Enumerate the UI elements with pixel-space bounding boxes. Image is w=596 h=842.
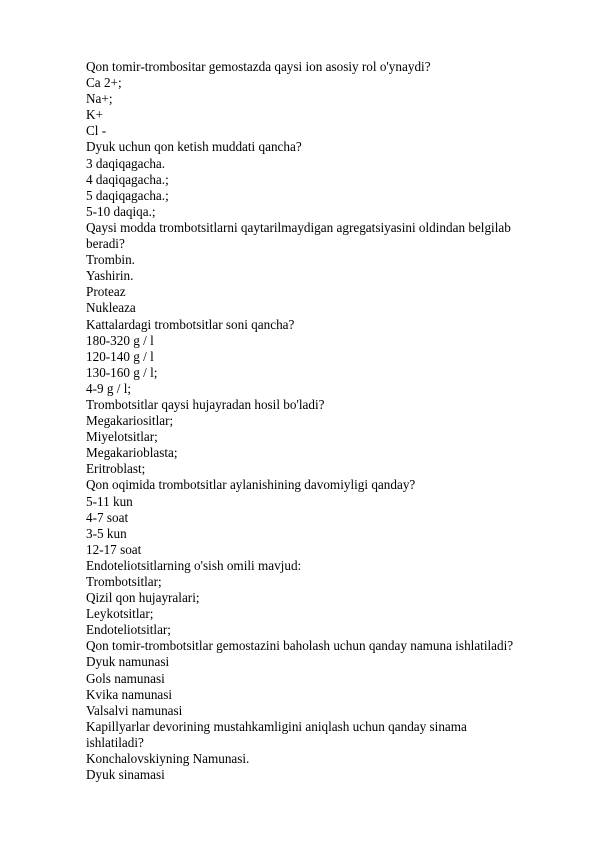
answer-option: Nukleaza <box>86 300 136 316</box>
question-9-continuation: ishlatiladi? <box>86 734 144 750</box>
question-3: Qaysi modda trombotsitlarni qaytarilmaydigan agregatsiyasini oldindan belgilab <box>86 219 511 235</box>
answer-option: 5-10 daqiqa.; <box>86 203 156 219</box>
answer-option: 5-11 kun <box>86 493 133 509</box>
question-4: Kattalardagi trombotsitlar soni qancha? <box>86 316 295 332</box>
answer-option: 4-7 soat <box>86 509 129 525</box>
answer-option: Na+; <box>86 91 113 107</box>
answer-option: Valsalvi namunasi <box>86 702 183 718</box>
question-7: Endoteliotsitlarning o'sish omili mavjud: <box>86 557 302 573</box>
question-6: Qon oqimida trombotsitlar aylanishining davomiyligi qanday? <box>86 477 416 493</box>
answer-option: Cl - <box>86 123 107 139</box>
question-5: Trombotsitlar qaysi hujayradan hosil bo'ladi? <box>86 396 325 412</box>
answer-option: Qizil qon hujayralari; <box>86 590 200 606</box>
answer-option: 4 daqiqagacha.; <box>86 171 169 187</box>
answer-option: 5 daqiqagacha.; <box>86 187 169 203</box>
question-1: Qon tomir-trombositar gemostazda qaysi ion asosiy rol o'ynaydi? <box>86 59 431 74</box>
document-page <box>86 59 556 783</box>
answer-option: Leykotsitlar; <box>86 606 154 622</box>
answer-option: 120-140 g / l <box>86 348 154 364</box>
answer-option: Miyelotsitlar; <box>86 429 158 445</box>
answer-option: 4-9 g / l; <box>86 380 132 396</box>
answer-option: Megakarioblasta; <box>86 445 178 461</box>
answer-option: Ca 2+; <box>86 75 122 91</box>
answer-option: Gols namunasi <box>86 670 165 686</box>
answer-option: 3 daqiqagacha. <box>86 155 166 171</box>
answer-option: Kvika namunasi <box>86 686 173 702</box>
answer-option: Proteaz <box>86 284 126 300</box>
question-3-continuation: beradi? <box>86 236 125 252</box>
answer-option: Endoteliotsitlar; <box>86 622 171 638</box>
answer-option: Yashirin. <box>86 268 134 284</box>
answer-option: K+ <box>86 107 103 123</box>
answer-option: 130-160 g / l; <box>86 364 158 380</box>
answer-option: Trombin. <box>86 252 135 268</box>
question-2: Dyuk uchun qon ketish muddati qancha? <box>86 139 302 155</box>
answer-option: 3-5 kun <box>86 525 127 541</box>
answer-option: Dyuk namunasi <box>86 654 170 670</box>
answer-option: 180-320 g / l <box>86 332 154 348</box>
question-8: Qon tomir-trombotsitlar gemostazini baholash uchun qanday namuna ishlatiladi? <box>86 638 514 654</box>
answer-option: Dyuk sinamasi <box>86 767 165 783</box>
question-9: Kapillyarlar devorining mustahkamligini aniqlash uchun qanday sinama <box>86 718 467 734</box>
answer-option: Trombotsitlar; <box>86 574 162 589</box>
answer-option: Megakariositlar; <box>86 413 174 429</box>
answer-option: Konchalovskiyning Namunasi. <box>86 751 250 767</box>
answer-option: 12-17 soat <box>86 541 142 557</box>
answer-option: Eritroblast; <box>86 461 146 477</box>
